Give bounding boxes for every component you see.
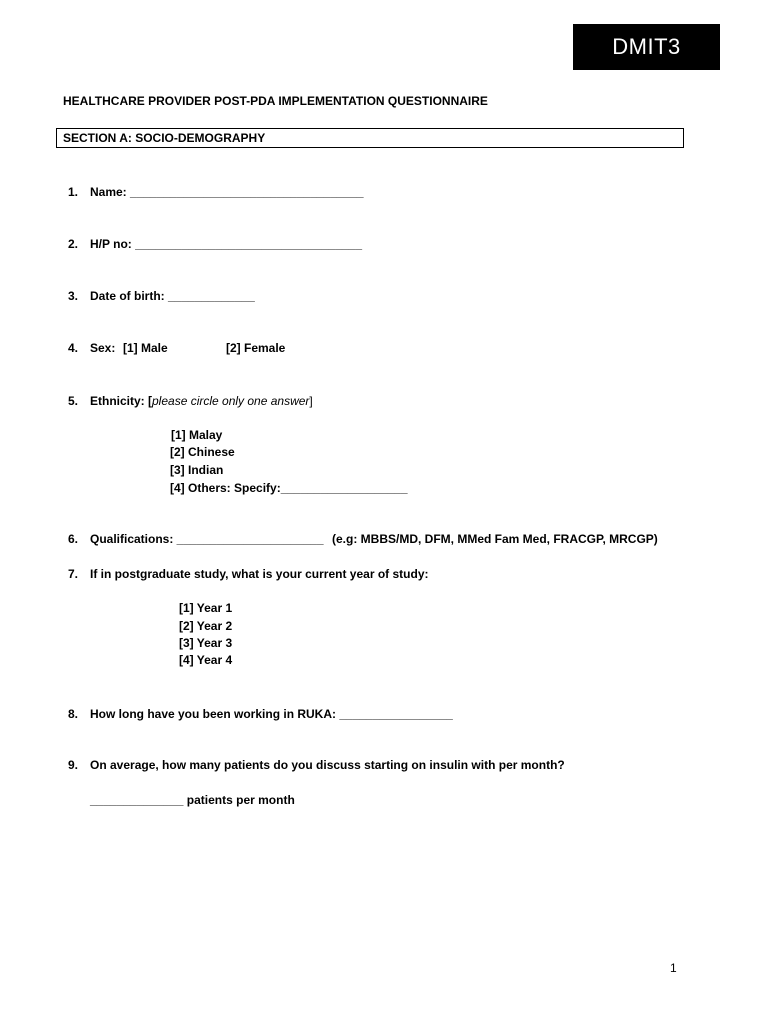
patients-per-month-field[interactable]: ______________ patients per month bbox=[90, 793, 295, 807]
question-sex bbox=[68, 341, 115, 355]
question-text: How long have you been working in RUKA: _________________ bbox=[90, 707, 453, 721]
question-hint-close: ] bbox=[309, 394, 313, 408]
question-number: 9. bbox=[68, 758, 79, 772]
question-date-of-birth[interactable] bbox=[68, 289, 255, 303]
question-number: 2. bbox=[68, 237, 79, 251]
question-qualifications[interactable] bbox=[68, 532, 324, 546]
question-hp-no[interactable] bbox=[68, 237, 362, 251]
question-number: 4. bbox=[68, 341, 79, 355]
question-number: 1. bbox=[68, 185, 79, 199]
question-text: Name: ___________________________________ bbox=[90, 185, 364, 199]
question-working-duration[interactable] bbox=[68, 707, 453, 721]
question-text: Ethnicity: [ bbox=[90, 394, 152, 408]
question-text: Sex: bbox=[90, 341, 116, 355]
option-malay[interactable]: [1] Malay bbox=[171, 428, 223, 442]
option-others[interactable]: [4] Others: Specify:___________________ bbox=[170, 481, 408, 495]
question-text: Qualifications: ______________________ bbox=[90, 532, 324, 546]
document-title: HEALTHCARE PROVIDER POST-PDA IMPLEMENTATION QUESTIONNAIRE bbox=[63, 94, 488, 108]
question-hint: please circle only one answer bbox=[152, 394, 310, 408]
question-patients-per-month bbox=[68, 758, 565, 772]
option-chinese[interactable]: [2] Chinese bbox=[170, 445, 235, 459]
option-year-1[interactable]: [1] Year 1 bbox=[179, 601, 233, 615]
page-number: 1 bbox=[670, 961, 677, 975]
question-ethnicity bbox=[68, 394, 313, 408]
question-text: If in postgraduate study, what is your current year of study: bbox=[90, 567, 429, 581]
question-number: 3. bbox=[68, 289, 79, 303]
question-text: H/P no: __________________________________ bbox=[90, 237, 363, 251]
question-name[interactable] bbox=[68, 185, 364, 199]
option-male[interactable]: [1] Male bbox=[123, 341, 168, 355]
option-year-2[interactable]: [2] Year 2 bbox=[179, 619, 233, 633]
document-code-badge: DMIT3 bbox=[573, 24, 720, 70]
question-number: 8. bbox=[68, 707, 79, 721]
option-indian[interactable]: [3] Indian bbox=[170, 463, 224, 477]
option-female[interactable]: [2] Female bbox=[226, 341, 286, 355]
question-number: 5. bbox=[68, 394, 79, 408]
question-text: On average, how many patients do you discuss starting on insulin with per month? bbox=[90, 758, 565, 772]
question-year-of-study bbox=[68, 567, 429, 581]
qualification-examples: (e.g: MBBS/MD, DFM, MMed Fam Med, FRACGP, MRCGP) bbox=[332, 532, 658, 546]
section-heading: SECTION A: SOCIO-DEMOGRAPHY bbox=[56, 128, 684, 148]
question-text: Date of birth: _____________ bbox=[90, 289, 255, 303]
option-year-3[interactable]: [3] Year 3 bbox=[179, 636, 233, 650]
question-number: 6. bbox=[68, 532, 79, 546]
question-number: 7. bbox=[68, 567, 79, 581]
option-year-4[interactable]: [4] Year 4 bbox=[179, 653, 233, 667]
